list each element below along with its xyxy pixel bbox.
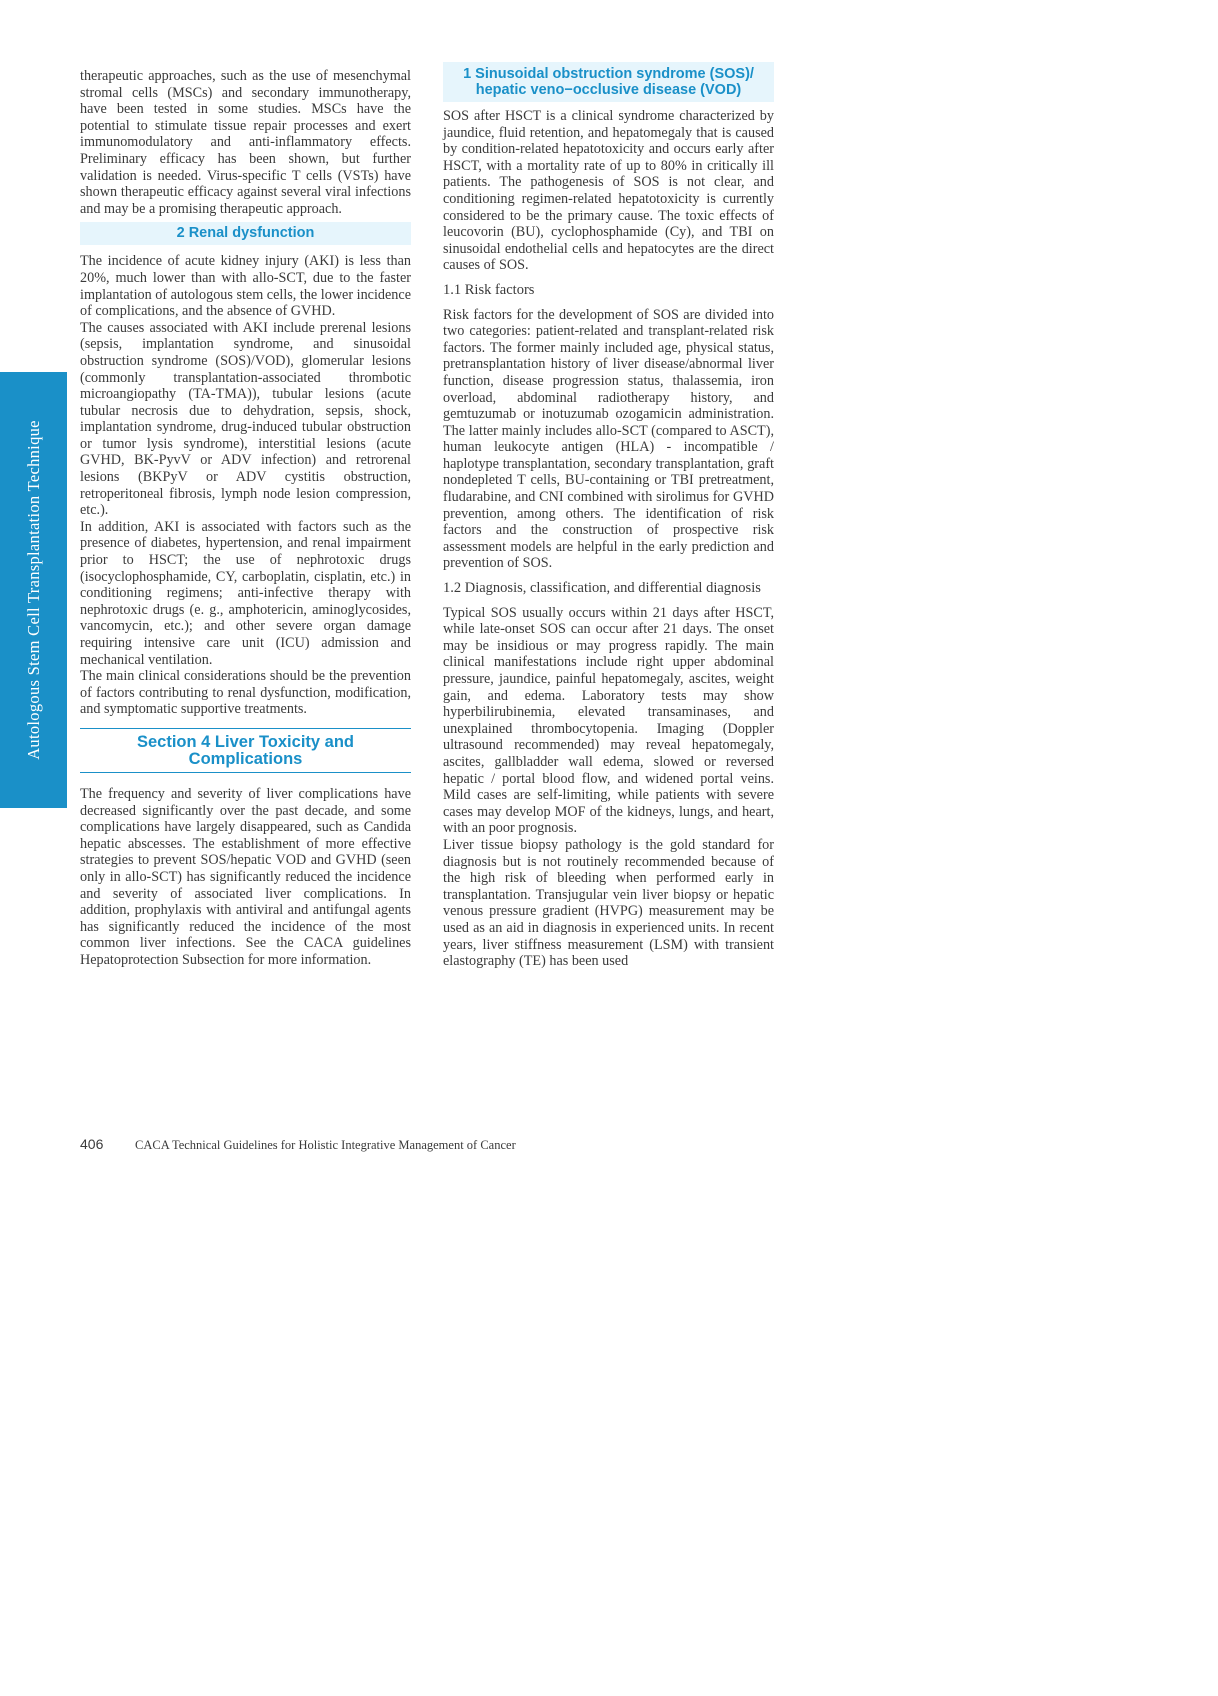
subheading-diagnosis: 1.2 Diagnosis, classification, and differential diagnosis [443, 580, 761, 597]
paragraph: The main clinical considerations should be the prevention of factors contributing to renal dysfunction, modification, and symptomatic supportive treatments. [80, 668, 411, 718]
heading-sos-line1: 1 Sinusoidal obstruction syndrome (SOS)/ [463, 66, 754, 82]
paragraph: The frequency and severity of liver complications have decreased significantly over the past decade, and some complications have largely disappeared, such as Candida hepatic abscesses. The establishment of more effective strategies to prevent SOS/hepatic VOD and GVHD (seen only in allo-SCT) has significantly reduced the incidence and severity of associated liver complications. In addition, prophylaxis with antiviral and antifungal agents has significantly reduced the incidence of the most common liver infections. See the CACA guidelines Hepatoprotection Subsection for more information. [80, 785, 411, 968]
left-column [80, 68, 411, 969]
paragraph: The causes associated with AKI include prerenal lesions (sepsis, implantation syndrome, and sinusoidal obstruction syndrome (SOS)/VOD), glomerular lesions (commonly transplantation-associated thrombotic microangiopathy (TA-TMA)), tubular lesions (acute tubular necrosis due to dehydration, sepsis, shock, implantation syndrome, drug-induced tubular obstruction or tumor lysis syndrome), interstitial lesions (acute GVHD, BK-PyvV or ADV infection) and retrorenal lesions (BKPyV or ADV cystitis obstruction, retroperitoneal fibrosis, lymph node lesion compression, etc.). [80, 319, 411, 519]
section-heading [80, 728, 411, 773]
paragraph: Risk factors for the development of SOS are divided into two categories: patient-related and transplant-related risk factors. The former mainly included age, physical status, pretransplantation history of liver disease/abnormal liver function, disease progression status, thalassemia, iron overload, abdominal radiotherapy history, and gemtuzumab or inotuzumab ozogamicin administration. The latter mainly includes allo-SCT (compared to ASCT), human leukocyte antigen (HLA) - incompatible / haplotype transplantation, secondary transplantation, graft nondepleted T cells, BU-containing or TBI pretreatment, fludarabine, and CNI combined with sirolimus for GVHD prevention, among others. The identification of risk factors and the construction of prospective risk assessment models are helpful in the early prediction and prevention of SOS. [443, 306, 774, 572]
paragraph: In addition, AKI is associated with factors such as the presence of diabetes, hypertension, and renal impairment prior to HSCT; the use of nephrotoxic drugs (isocyclophosphamide, CY, carboplatin, cisplatin, etc.) in conditioning regimens; anti-infective therapy with nephrotoxic drugs (e. g., amphotericin, aminoglycosides, vancomycin, etc.); and other severe organ damage requiring intensive care unit (ICU) admission and mechanical ventilation. [80, 518, 411, 668]
heading-renal-dysfunction: 2 Renal dysfunction [80, 222, 411, 245]
page-number: 406 [80, 1136, 104, 1152]
page-footer [80, 1136, 516, 1153]
paragraph: therapeutic approaches, such as the use of mesenchymal stromal cells (MSCs) and secondary immunotherapy, have been tested in some studies. MSCs have the potential to stimulate tissue repair processes and exert immunomodulatory and anti-inflammatory effects. Preliminary efficacy has been shown, but further validation is needed. Virus-specific T cells (VSTs) have shown therapeutic efficacy against several viral infections and may be a promising therapeutic approach. [80, 68, 411, 217]
section-heading-line2: Complications [188, 749, 303, 768]
side-tab [0, 372, 67, 808]
paragraph: Typical SOS usually occurs within 21 days after HSCT, while late-onset SOS can occur after 21 days. The onset may be insidious or may progress rapidly. The main clinical manifestations include right upper abdominal pressure, jaundice, painful hepatomegaly, ascites, weight gain, and edema. Laboratory tests may show hyperbilirubinemia, elevated transaminases, and unexplained thrombocytopenia. Imaging (Doppler ultrasound recommended) may reveal hepatomegaly, ascites, gallbladder wall edema, slowed or reversed hepatic / portal blood flow, and widened portal veins. Mild cases are self-limiting, while patients with severe cases may develop MOF of the kidneys, lungs, and heart, with an poor prognosis. [443, 604, 774, 837]
paragraph: SOS after HSCT is a clinical syndrome characterized by jaundice, fluid retention, and hepatomegaly that is caused by condition-related hepatotoxicity and occurs early after HSCT, with a mortality rate of up to 80% in critically ill patients. The pathogenesis of SOS is not clear, and conditioning regimen-related hepatotoxicity is currently considered to be the primary cause. The toxic effects of leucovorin (BU), cyclophosphamide (Cy), and TBI on sinusoidal endothelial cells and hepatocytes are the direct causes of SOS. [443, 108, 774, 274]
heading-sos [443, 62, 774, 102]
footer-title: CACA Technical Guidelines for Holistic Integrative Management of Cancer [135, 1138, 516, 1152]
section-heading-line1: Section 4 Liver Toxicity and [136, 732, 354, 751]
paragraph: The incidence of acute kidney injury (AKI) is less than 20%, much lower than with allo-SCT, due to the faster implantation of autologous stem cells, the lower incidence of complications, and the absence of GVHD. [80, 253, 411, 320]
heading-sos-line2: hepatic veno−occlusive disease (VOD) [475, 82, 742, 98]
right-column [443, 62, 774, 970]
paragraph: Liver tissue biopsy pathology is the gold standard for diagnosis but is not routinely recommended because of the high risk of bleeding when performed early in transplantation. Transjugular vein liver biopsy or hepatic venous pressure gradient (HVPG) measurement may be used as an aid in diagnosis in experienced units. In recent years, liver stiffness measurement (LSM) with transient elastography (TE) has been used [443, 836, 774, 970]
subheading-risk-factors: 1.1 Risk factors [443, 281, 535, 298]
side-tab-label: Autologous Stem Cell Transplantation Technique [23, 420, 43, 760]
